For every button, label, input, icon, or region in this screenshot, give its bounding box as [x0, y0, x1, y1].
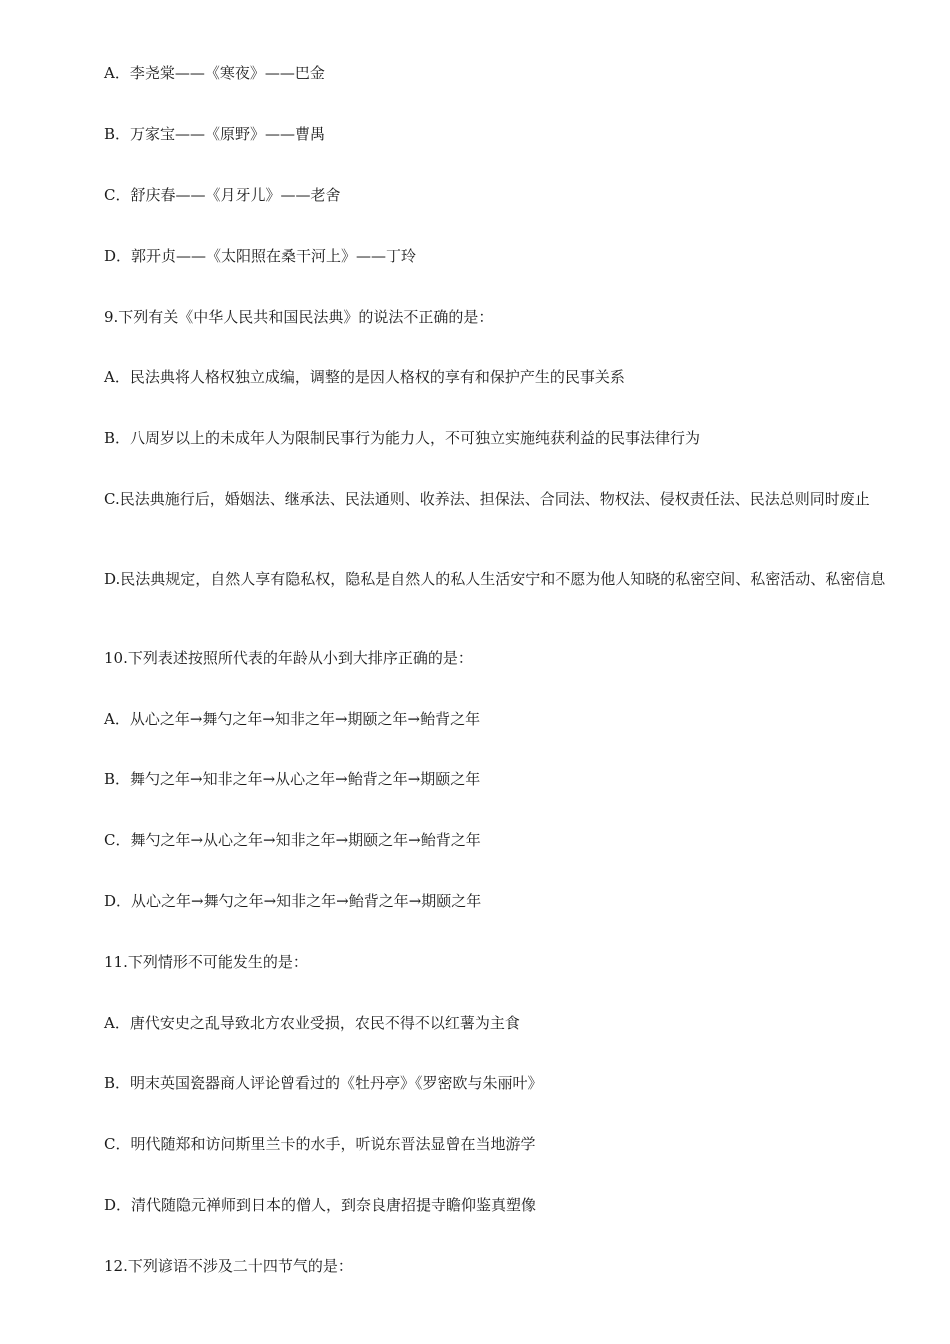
- q9-option-c: C.民法典施行后，婚姻法、继承法、民法通则、收养法、担保法、合同法、物权法、侵权责任法、民法总则同时废止: [104, 490, 870, 508]
- q9-option-d: D.民法典规定，自然人享有隐私权，隐私是自然人的私人生活安宁和不愿为他人知晓的私密空间、私密活动、私密信息: [104, 570, 886, 588]
- document-page: A．李尧棠——《寒夜》——巴金 B．万家宝——《原野》——曹禺 C．舒庆春——《月牙儿》——老舍 D．郭开贞——《太阳照在桑干河上》——丁玲 9.下列有关《中华人民共和国民法典》的说法不正确的是： A．民法典将人格权独立成编，调整的是因人格权的享有和保护产生的民事关系 B．八周岁以上的未成年人为限制民事行为能力人，不可独立实施纯获利益的民事法律行为 C.民法典施行后，婚姻法、继承法、民法通则、收养法、担保法、合同法、物权法、侵权责任法、民法总则同时废止 D.民法典规定，自然人享有隐私权，隐私是自然人的私人生活安宁和不愿为他人知晓的私密空间、私密活动、私密信息 10.下列表述按照所代表的年龄从小到大排序正确的是： A．从心之年→舞勺之年→知非之年→期颐之年→鲐背之年 B．舞勺之年→知非之年→从心之年→鲐背之年→期颐之年 C．舞勺之年→从心之年→知非之年→期颐之年→鲐背之年 D．从心之年→舞勺之年→知非之年→鲐背之年→期颐之年 11.下列情形不可能发生的是： A．唐代安史之乱导致北方农业受损，农民不得不以红薯为主食 B．明末英国瓷器商人评论曾看过的《牡丹亭》《罗密欧与朱丽叶》 C．明代随郑和访问斯里兰卡的水手，听说东晋法显曾在当地游学 D．清代随隐元禅师到日本的僧人，到奈良唐招提寺瞻仰鉴真塑像 12.下列谚语不涉及二十四节气的是：: [0, 0, 950, 1344]
